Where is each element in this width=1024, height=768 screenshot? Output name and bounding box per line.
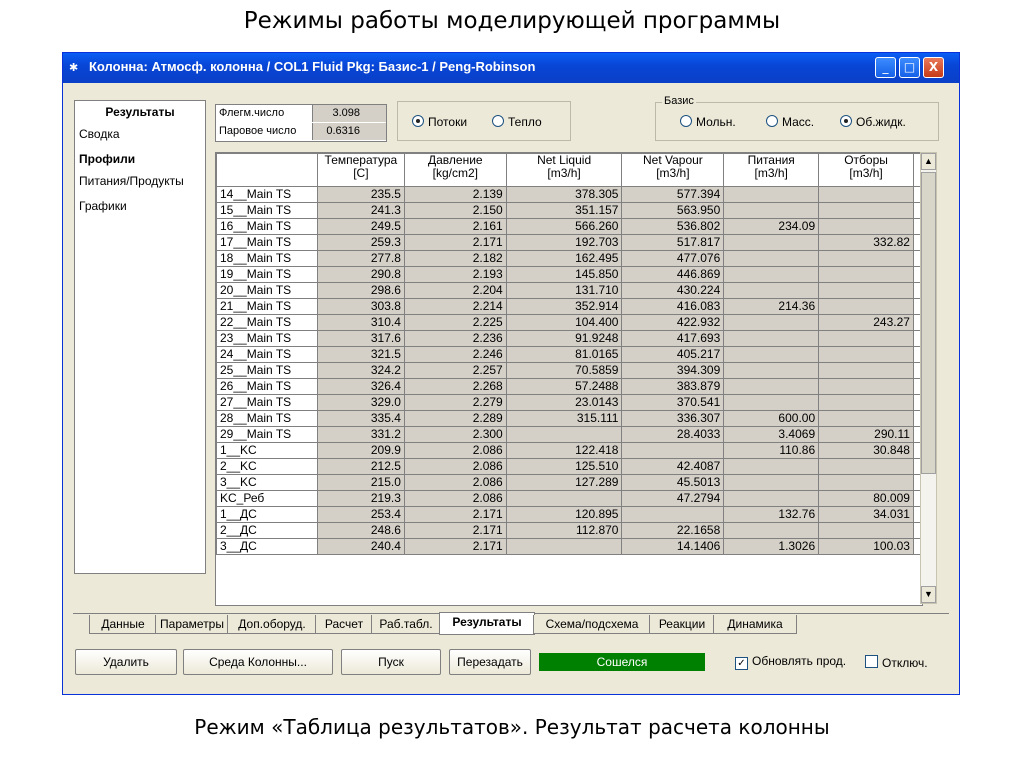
value-cell[interactable]: 22.1658 bbox=[622, 523, 724, 539]
stage-name-cell[interactable]: 16__Main TS bbox=[217, 219, 318, 235]
value-cell[interactable]: 290.11 bbox=[819, 427, 914, 443]
scroll-down-icon[interactable]: ▼ bbox=[921, 586, 936, 603]
value-cell[interactable] bbox=[724, 331, 819, 347]
disable-checkbox[interactable] bbox=[865, 654, 928, 670]
radio-molar-dot bbox=[680, 115, 692, 127]
value-cell[interactable] bbox=[819, 251, 914, 267]
value-cell[interactable]: 234.09 bbox=[724, 219, 819, 235]
value-cell[interactable]: 192.703 bbox=[506, 235, 622, 251]
table-row bbox=[217, 363, 922, 379]
value-cell[interactable]: 240.4 bbox=[317, 539, 404, 555]
table-row bbox=[217, 507, 922, 523]
tab-flowsheet[interactable]: Схема/подсхема bbox=[533, 615, 651, 634]
value-cell[interactable] bbox=[506, 427, 622, 443]
value-cell[interactable]: 430.224 bbox=[622, 283, 724, 299]
value-cell[interactable] bbox=[724, 459, 819, 475]
nav-item-summary[interactable]: Сводка bbox=[79, 127, 120, 141]
value-cell[interactable]: 30.848 bbox=[819, 443, 914, 459]
profiles-table bbox=[216, 153, 922, 555]
value-cell[interactable] bbox=[622, 443, 724, 459]
stage-name-cell[interactable]: 2__ДС bbox=[217, 523, 318, 539]
value-cell[interactable] bbox=[724, 491, 819, 507]
scroll-up-icon[interactable]: ▲ bbox=[921, 153, 936, 170]
value-cell[interactable]: 290.8 bbox=[317, 267, 404, 283]
value-cell[interactable]: 162.495 bbox=[506, 251, 622, 267]
value-cell[interactable]: 370.541 bbox=[622, 395, 724, 411]
nav-item-profiles[interactable]: Профили bbox=[79, 152, 136, 166]
table-row bbox=[217, 395, 922, 411]
value-cell[interactable]: 2.086 bbox=[404, 491, 506, 507]
tab-dynamics[interactable]: Динамика bbox=[713, 615, 797, 634]
value-cell[interactable]: 120.895 bbox=[506, 507, 622, 523]
value-cell[interactable]: 321.5 bbox=[317, 347, 404, 363]
radio-heat-dot bbox=[492, 115, 504, 127]
reflux-value[interactable]: 3.098 bbox=[312, 105, 386, 122]
table-row bbox=[217, 411, 922, 427]
value-cell[interactable] bbox=[724, 315, 819, 331]
table-row bbox=[217, 539, 922, 555]
stage-name-cell[interactable]: 3__ДС bbox=[217, 539, 318, 555]
value-cell[interactable]: 2.268 bbox=[404, 379, 506, 395]
value-cell[interactable] bbox=[506, 491, 622, 507]
value-cell[interactable] bbox=[819, 347, 914, 363]
run-button[interactable]: Пуск bbox=[341, 649, 441, 675]
value-cell[interactable]: 298.6 bbox=[317, 283, 404, 299]
nav-header: Результаты bbox=[105, 105, 175, 119]
table-row bbox=[217, 299, 922, 315]
value-cell[interactable] bbox=[724, 363, 819, 379]
value-cell[interactable]: 2.300 bbox=[404, 427, 506, 443]
table-row bbox=[217, 331, 922, 347]
value-cell[interactable]: 259.3 bbox=[317, 235, 404, 251]
value-cell[interactable]: 2.139 bbox=[404, 187, 506, 203]
radio-mass-label: Масс. bbox=[782, 115, 815, 129]
table-row bbox=[217, 379, 922, 395]
table-row bbox=[217, 203, 922, 219]
tab-parameters[interactable]: Параметры bbox=[155, 615, 229, 634]
profiles-grid bbox=[215, 152, 923, 606]
value-cell[interactable] bbox=[724, 267, 819, 283]
value-cell[interactable]: 248.6 bbox=[317, 523, 404, 539]
value-cell[interactable]: 566.260 bbox=[506, 219, 622, 235]
stage-name-cell[interactable]: 25__Main TS bbox=[217, 363, 318, 379]
delete-button[interactable]: Удалить bbox=[75, 649, 177, 675]
table-row bbox=[217, 187, 922, 203]
value-cell[interactable]: 536.802 bbox=[622, 219, 724, 235]
value-cell[interactable]: 104.400 bbox=[506, 315, 622, 331]
value-cell[interactable]: 332.82 bbox=[819, 235, 914, 251]
value-cell[interactable]: 145.850 bbox=[506, 267, 622, 283]
value-cell[interactable]: 47.2794 bbox=[622, 491, 724, 507]
radio-liqvol-dot bbox=[840, 115, 852, 127]
stage-name-cell[interactable]: 18__Main TS bbox=[217, 251, 318, 267]
value-cell[interactable]: 446.869 bbox=[622, 267, 724, 283]
stage-name-cell[interactable]: 24__Main TS bbox=[217, 347, 318, 363]
value-cell[interactable] bbox=[819, 395, 914, 411]
value-cell[interactable]: 517.817 bbox=[622, 235, 724, 251]
stage-name-cell[interactable]: 14__Main TS bbox=[217, 187, 318, 203]
value-cell[interactable] bbox=[819, 203, 914, 219]
value-cell[interactable] bbox=[819, 267, 914, 283]
value-cell[interactable]: 303.8 bbox=[317, 299, 404, 315]
window-titlebar[interactable] bbox=[63, 53, 959, 83]
value-cell[interactable]: 2.086 bbox=[404, 475, 506, 491]
reflux-label: Флегм.число bbox=[219, 107, 285, 119]
table-row bbox=[217, 267, 922, 283]
value-cell[interactable] bbox=[724, 187, 819, 203]
tab-reactions[interactable]: Реакции bbox=[649, 615, 715, 634]
value-cell[interactable]: 394.309 bbox=[622, 363, 724, 379]
radio-heat[interactable] bbox=[492, 114, 542, 129]
value-cell[interactable]: 125.510 bbox=[506, 459, 622, 475]
column-env-button[interactable]: Среда Колонны... bbox=[183, 649, 333, 675]
window-client bbox=[67, 86, 955, 690]
radio-liqvol[interactable] bbox=[840, 114, 906, 129]
reflux-row bbox=[216, 105, 386, 122]
value-cell[interactable] bbox=[819, 331, 914, 347]
update-products-label: Обновлять прод. bbox=[752, 654, 847, 668]
value-cell[interactable] bbox=[724, 475, 819, 491]
radio-flows-label: Потоки bbox=[428, 115, 468, 129]
stage-name-cell[interactable]: 23__Main TS bbox=[217, 331, 318, 347]
radio-flows[interactable] bbox=[412, 114, 467, 129]
value-cell[interactable]: 2.204 bbox=[404, 283, 506, 299]
value-cell[interactable] bbox=[819, 459, 914, 475]
col-header-feeds[interactable]: Питания [m3/h] bbox=[724, 154, 819, 187]
value-cell[interactable]: 2.171 bbox=[404, 507, 506, 523]
table-row bbox=[217, 251, 922, 267]
value-cell[interactable]: 42.4087 bbox=[622, 459, 724, 475]
value-cell[interactable] bbox=[819, 187, 914, 203]
radio-mass[interactable] bbox=[766, 114, 814, 129]
table-row bbox=[217, 315, 922, 331]
value-cell[interactable]: 351.157 bbox=[506, 203, 622, 219]
value-cell[interactable] bbox=[724, 283, 819, 299]
app-icon: ✱ bbox=[69, 61, 79, 74]
table-row bbox=[217, 459, 922, 475]
radio-mass-dot bbox=[766, 115, 778, 127]
value-cell[interactable]: 2.161 bbox=[404, 219, 506, 235]
value-cell[interactable]: 405.217 bbox=[622, 347, 724, 363]
value-cell[interactable]: 2.225 bbox=[404, 315, 506, 331]
basis-group bbox=[655, 95, 939, 141]
stage-name-cell[interactable]: 26__Main TS bbox=[217, 379, 318, 395]
value-cell[interactable]: 209.9 bbox=[317, 443, 404, 459]
stage-name-cell[interactable]: 19__Main TS bbox=[217, 267, 318, 283]
value-cell[interactable]: 422.932 bbox=[622, 315, 724, 331]
value-cell[interactable]: 277.8 bbox=[317, 251, 404, 267]
table-row bbox=[217, 427, 922, 443]
value-cell[interactable]: 310.4 bbox=[317, 315, 404, 331]
value-cell[interactable]: 122.418 bbox=[506, 443, 622, 459]
radio-molar[interactable] bbox=[680, 114, 736, 129]
scroll-thumb[interactable] bbox=[921, 172, 936, 474]
reset-button[interactable]: Перезадать bbox=[449, 649, 531, 675]
value-cell[interactable]: 2.086 bbox=[404, 443, 506, 459]
value-cell[interactable]: 2.086 bbox=[404, 459, 506, 475]
value-cell[interactable]: 235.5 bbox=[317, 187, 404, 203]
value-cell[interactable] bbox=[724, 251, 819, 267]
value-cell[interactable] bbox=[622, 507, 724, 523]
slide-title: Режимы работы моделирующей программы bbox=[243, 8, 781, 34]
radio-flows-dot bbox=[412, 115, 424, 127]
value-cell[interactable] bbox=[724, 235, 819, 251]
value-cell[interactable]: 214.36 bbox=[724, 299, 819, 315]
status-indicator: Сошелся bbox=[539, 653, 705, 671]
value-cell[interactable]: 1.3026 bbox=[724, 539, 819, 555]
value-cell[interactable] bbox=[819, 411, 914, 427]
nav-item-charts[interactable]: Графики bbox=[79, 199, 127, 213]
stage-name-cell[interactable]: 1__KC bbox=[217, 443, 318, 459]
value-cell[interactable] bbox=[819, 475, 914, 491]
value-cell[interactable]: 315.111 bbox=[506, 411, 622, 427]
stage-name-cell[interactable]: 3__KC bbox=[217, 475, 318, 491]
stage-name-cell[interactable]: 2__KC bbox=[217, 459, 318, 475]
value-cell[interactable]: 2.279 bbox=[404, 395, 506, 411]
value-cell[interactable]: 243.27 bbox=[819, 315, 914, 331]
table-row bbox=[217, 347, 922, 363]
col-header-temperature[interactable]: Температура [C] bbox=[317, 154, 404, 187]
value-cell[interactable]: 249.5 bbox=[317, 219, 404, 235]
table-row bbox=[217, 283, 922, 299]
basis-title: Базис bbox=[664, 95, 694, 107]
value-cell[interactable]: 2.214 bbox=[404, 299, 506, 315]
table-header-row bbox=[217, 154, 922, 187]
mode-group bbox=[397, 101, 571, 141]
value-cell[interactable] bbox=[724, 395, 819, 411]
value-cell[interactable]: 81.0165 bbox=[506, 347, 622, 363]
stage-name-cell[interactable]: 22__Main TS bbox=[217, 315, 318, 331]
value-cell[interactable]: 378.305 bbox=[506, 187, 622, 203]
col-header-net-liquid[interactable]: Net Liquid [m3/h] bbox=[506, 154, 622, 187]
table-row bbox=[217, 443, 922, 459]
value-cell[interactable]: 600.00 bbox=[724, 411, 819, 427]
value-cell[interactable]: 324.2 bbox=[317, 363, 404, 379]
table-row bbox=[217, 235, 922, 251]
value-cell[interactable]: 110.86 bbox=[724, 443, 819, 459]
col-header-pressure[interactable]: Давление [kg/cm2] bbox=[404, 154, 506, 187]
value-cell[interactable]: 2.182 bbox=[404, 251, 506, 267]
stage-name-cell[interactable]: 15__Main TS bbox=[217, 203, 318, 219]
value-cell[interactable]: 2.171 bbox=[404, 539, 506, 555]
radio-molar-label: Мольн. bbox=[696, 115, 736, 129]
disable-label: Отключ. bbox=[882, 656, 928, 670]
minimize-button[interactable]: _ bbox=[875, 57, 896, 78]
table-row bbox=[217, 523, 922, 539]
value-cell[interactable]: 23.0143 bbox=[506, 395, 622, 411]
value-cell[interactable]: 70.5859 bbox=[506, 363, 622, 379]
value-cell[interactable]: 80.009 bbox=[819, 491, 914, 507]
value-cell[interactable]: 2.246 bbox=[404, 347, 506, 363]
maximize-button[interactable]: □ bbox=[899, 57, 920, 78]
close-button[interactable]: X bbox=[923, 57, 944, 78]
boilup-label: Паровое число bbox=[219, 125, 297, 137]
value-cell[interactable]: 2.193 bbox=[404, 267, 506, 283]
col-header-net-vapour[interactable]: Net Vapour [m3/h] bbox=[622, 154, 724, 187]
radio-liqvol-label: Об.жидк. bbox=[856, 115, 906, 129]
value-cell[interactable]: 3.4069 bbox=[724, 427, 819, 443]
value-cell[interactable]: 34.031 bbox=[819, 507, 914, 523]
value-cell[interactable]: 212.5 bbox=[317, 459, 404, 475]
slide-caption: Режим «Таблица результатов». Результат расчета колонны bbox=[194, 715, 830, 739]
stage-name-cell[interactable]: 28__Main TS bbox=[217, 411, 318, 427]
stage-name-cell[interactable]: KC_Реб bbox=[217, 491, 318, 507]
stage-name-cell[interactable]: 20__Main TS bbox=[217, 283, 318, 299]
column-window bbox=[62, 52, 960, 695]
tab-worksheet[interactable]: Раб.табл. bbox=[371, 615, 441, 634]
stage-name-cell[interactable]: 21__Main TS bbox=[217, 299, 318, 315]
stage-name-cell[interactable]: 29__Main TS bbox=[217, 427, 318, 443]
table-row bbox=[217, 491, 922, 507]
value-cell[interactable]: 2.257 bbox=[404, 363, 506, 379]
tab-calculation[interactable]: Расчет bbox=[315, 615, 373, 634]
value-cell[interactable] bbox=[819, 283, 914, 299]
value-cell[interactable]: 2.236 bbox=[404, 331, 506, 347]
boilup-row bbox=[216, 123, 386, 140]
update-products-check-icon: ✓ bbox=[735, 657, 748, 670]
value-cell[interactable]: 335.4 bbox=[317, 411, 404, 427]
value-cell[interactable] bbox=[724, 203, 819, 219]
boilup-value[interactable]: 0.6316 bbox=[312, 123, 386, 140]
radio-heat-label: Тепло bbox=[508, 115, 542, 129]
value-cell[interactable]: 563.950 bbox=[622, 203, 724, 219]
value-cell[interactable] bbox=[506, 539, 622, 555]
tab-results[interactable]: Результаты bbox=[439, 612, 535, 635]
stage-name-cell[interactable]: 17__Main TS bbox=[217, 235, 318, 251]
value-cell[interactable]: 2.171 bbox=[404, 235, 506, 251]
value-cell[interactable]: 317.6 bbox=[317, 331, 404, 347]
value-cell[interactable]: 477.076 bbox=[622, 251, 724, 267]
value-cell[interactable] bbox=[819, 363, 914, 379]
value-cell[interactable]: 14.1406 bbox=[622, 539, 724, 555]
disable-check-icon bbox=[865, 655, 878, 668]
col-header-stage[interactable] bbox=[217, 154, 318, 187]
value-cell[interactable]: 127.289 bbox=[506, 475, 622, 491]
value-cell[interactable] bbox=[819, 379, 914, 395]
value-cell[interactable]: 57.2488 bbox=[506, 379, 622, 395]
value-cell[interactable]: 131.710 bbox=[506, 283, 622, 299]
value-cell[interactable]: 112.870 bbox=[506, 523, 622, 539]
value-cell[interactable] bbox=[724, 347, 819, 363]
value-cell[interactable]: 329.0 bbox=[317, 395, 404, 411]
value-cell[interactable]: 28.4033 bbox=[622, 427, 724, 443]
window-title: Колонна: Атмосф. колонна / COL1 Fluid Pkg: Базис-1 / Peng-Robinson bbox=[89, 59, 536, 74]
value-cell[interactable]: 91.9248 bbox=[506, 331, 622, 347]
value-cell[interactable] bbox=[819, 219, 914, 235]
value-cell[interactable]: 132.76 bbox=[724, 507, 819, 523]
update-products-checkbox[interactable] bbox=[735, 654, 846, 669]
col-header-draws[interactable]: Отборы [m3/h] bbox=[819, 154, 914, 187]
value-cell[interactable]: 416.083 bbox=[622, 299, 724, 315]
value-cell[interactable]: 2.150 bbox=[404, 203, 506, 219]
table-row bbox=[217, 475, 922, 491]
stage-name-cell[interactable]: 1__ДС bbox=[217, 507, 318, 523]
value-cell[interactable]: 253.4 bbox=[317, 507, 404, 523]
profiles-table-body bbox=[217, 187, 922, 555]
value-cell[interactable] bbox=[819, 523, 914, 539]
value-cell[interactable]: 2.289 bbox=[404, 411, 506, 427]
value-cell[interactable]: 241.3 bbox=[317, 203, 404, 219]
value-cell[interactable]: 215.0 bbox=[317, 475, 404, 491]
value-cell[interactable]: 326.4 bbox=[317, 379, 404, 395]
value-cell[interactable] bbox=[724, 523, 819, 539]
value-cell[interactable]: 219.3 bbox=[317, 491, 404, 507]
nav-item-feeds-products[interactable]: Питания/Продукты bbox=[79, 174, 184, 188]
value-cell[interactable]: 100.03 bbox=[819, 539, 914, 555]
value-cell[interactable]: 417.693 bbox=[622, 331, 724, 347]
value-cell[interactable]: 383.879 bbox=[622, 379, 724, 395]
table-row bbox=[217, 219, 922, 235]
results-nav bbox=[74, 100, 206, 574]
value-cell[interactable]: 2.171 bbox=[404, 523, 506, 539]
tab-extra-equipment[interactable]: Доп.оборуд. bbox=[227, 615, 317, 634]
grid-scrollbar[interactable] bbox=[920, 152, 937, 604]
value-cell[interactable] bbox=[819, 299, 914, 315]
value-cell[interactable]: 336.307 bbox=[622, 411, 724, 427]
tab-data[interactable]: Данные bbox=[89, 615, 157, 634]
value-cell[interactable] bbox=[724, 379, 819, 395]
value-cell[interactable]: 577.394 bbox=[622, 187, 724, 203]
column-params bbox=[215, 104, 387, 142]
value-cell[interactable]: 331.2 bbox=[317, 427, 404, 443]
value-cell[interactable]: 352.914 bbox=[506, 299, 622, 315]
stage-name-cell[interactable]: 27__Main TS bbox=[217, 395, 318, 411]
value-cell[interactable]: 45.5013 bbox=[622, 475, 724, 491]
